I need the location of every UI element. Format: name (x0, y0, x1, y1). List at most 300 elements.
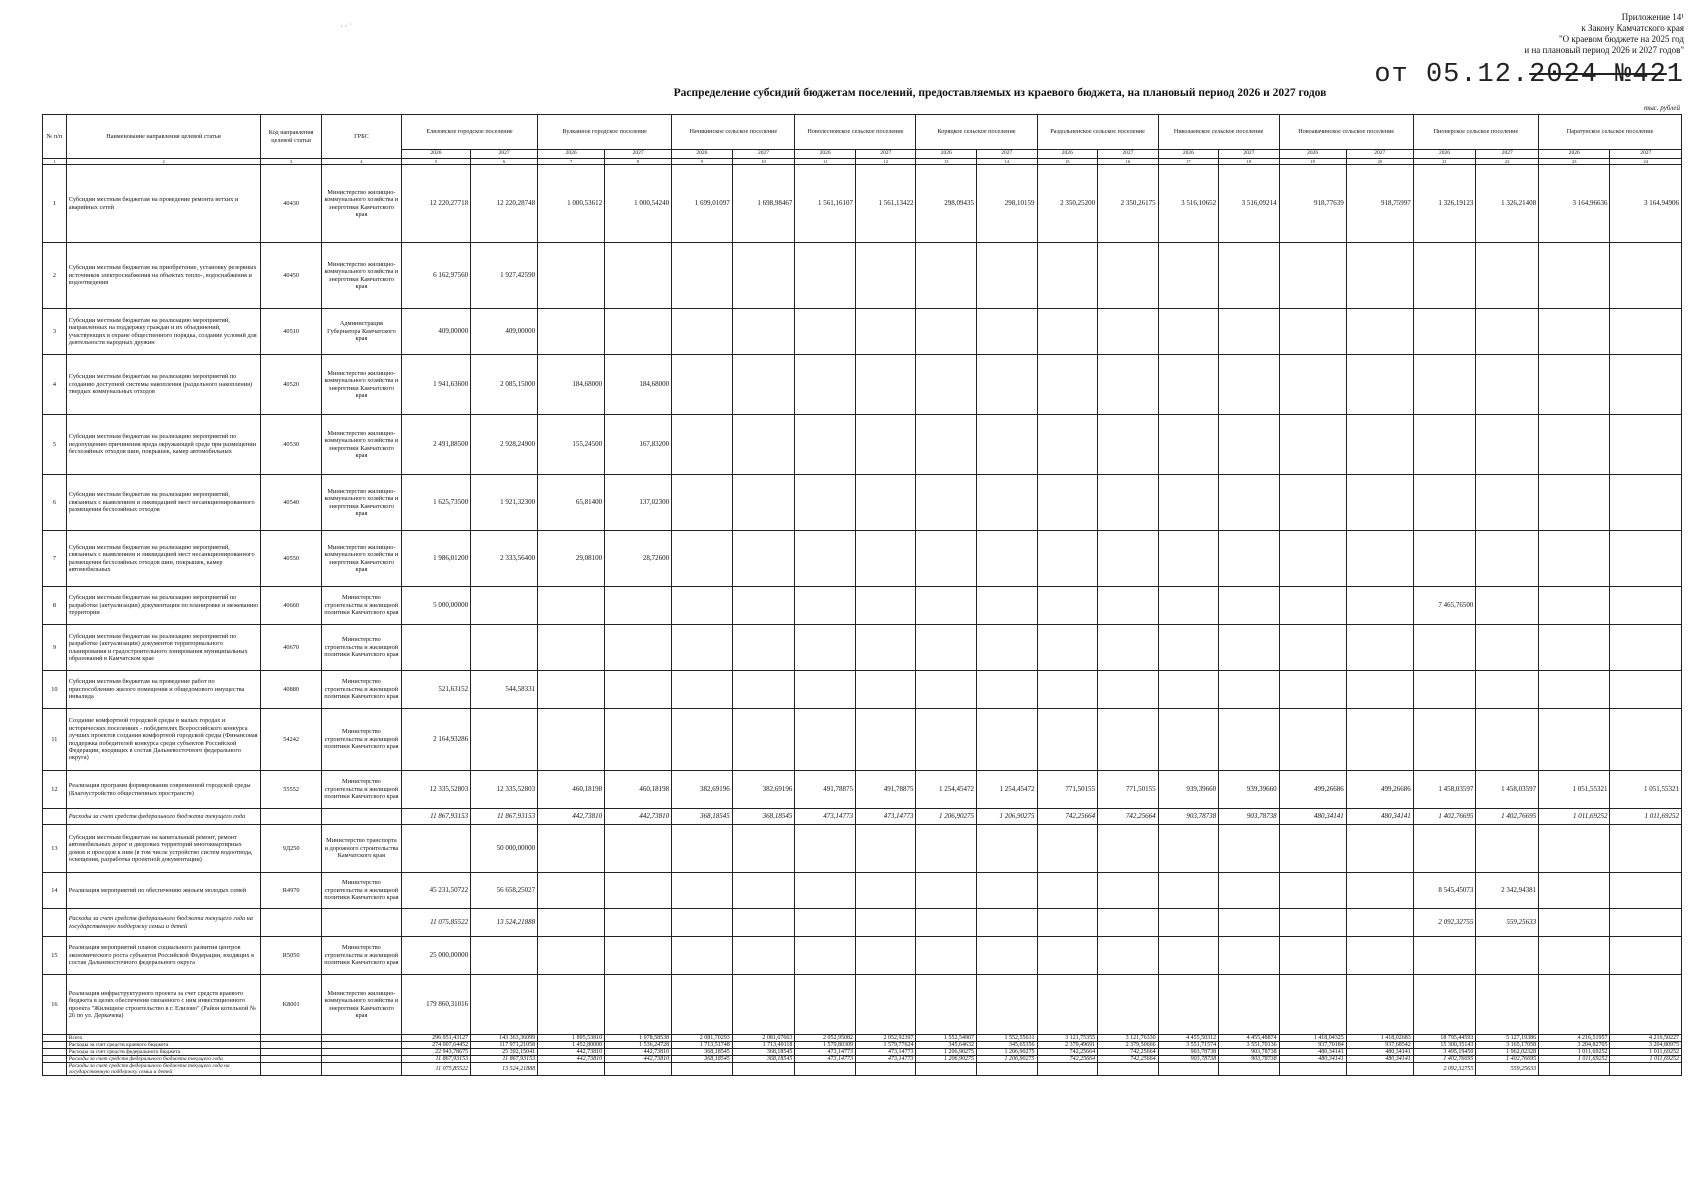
value-cell (916, 625, 977, 671)
value-cell: 1 000,54240 (605, 165, 672, 243)
row-code: 40880 (261, 671, 322, 709)
value-cell (1037, 309, 1098, 355)
value-cell (1346, 415, 1413, 475)
value-cell: 12 220,27718 (401, 165, 470, 243)
row-name: Реализация мероприятий по обеспечению жильем молодых семей (66, 873, 261, 909)
value-cell: 1 011,69252 (1610, 809, 1682, 825)
column-header-settlement: Паратунское сельское поселение (1539, 115, 1682, 150)
value-cell (1610, 587, 1682, 625)
total-value: 1 011,69252 (1539, 1056, 1610, 1063)
row-number: 6 (43, 475, 67, 531)
total-label: Расходы за счет средств федерального бюджета текущего года (66, 1056, 261, 1063)
value-cell (1037, 873, 1098, 909)
value-cell (605, 709, 672, 771)
column-header-year: 2027 (1476, 150, 1539, 159)
row-number: 16 (43, 975, 67, 1035)
value-cell (471, 587, 538, 625)
value-cell (1098, 355, 1159, 415)
total-value (916, 1063, 977, 1076)
column-header-settlement: Новолесновское сельское поселение (795, 115, 916, 150)
value-cell (1158, 475, 1219, 531)
value-cell (1279, 243, 1346, 309)
value-cell (1610, 709, 1682, 771)
appendix-line: к Закону Камчатского края (1581, 23, 1684, 33)
value-cell (1037, 671, 1098, 709)
value-cell (538, 873, 605, 909)
value-cell (672, 475, 733, 531)
row-code: R5050 (261, 937, 322, 975)
appendix-line: Приложение 14¹ (1621, 12, 1684, 22)
total-value (538, 1063, 605, 1076)
total-value: 3 121,76330 (1098, 1035, 1159, 1042)
value-cell (855, 309, 916, 355)
value-cell: 1 458,03597 (1413, 771, 1476, 809)
value-cell (1158, 937, 1219, 975)
value-cell (795, 415, 856, 475)
value-cell: 1 986,01200 (401, 531, 470, 587)
value-cell (855, 909, 916, 937)
value-cell (1219, 909, 1280, 937)
value-cell: 298,10159 (977, 165, 1038, 243)
total-value: 4 455,48874 (1219, 1035, 1280, 1042)
row-number: 14 (43, 873, 67, 909)
row-grbs: Министерство строительства и жилищной политики Камчатского края (321, 937, 401, 975)
value-cell (1413, 531, 1476, 587)
value-cell (795, 825, 856, 873)
value-cell (916, 873, 977, 909)
value-cell (605, 825, 672, 873)
value-cell: 1 051,55321 (1610, 771, 1682, 809)
row-name: Субсидии местным бюджетам на проведение работ по приспособлению жилого помещения и общедомового имущества инвалида (66, 671, 261, 709)
value-cell: 771,50155 (1037, 771, 1098, 809)
value-cell (795, 531, 856, 587)
value-cell (1610, 475, 1682, 531)
value-cell (1539, 355, 1610, 415)
value-cell (1219, 309, 1280, 355)
value-cell: 499,26686 (1346, 771, 1413, 809)
value-cell (916, 937, 977, 975)
row-grbs: Министерство строительства и жилищной политики Камчатского края (321, 587, 401, 625)
column-header-year: 2026 (401, 150, 470, 159)
row-number: 9 (43, 625, 67, 671)
row-code: 40530 (261, 415, 322, 475)
value-cell: 179 860,31016 (401, 975, 470, 1035)
value-cell: 50 000,00000 (471, 825, 538, 873)
value-cell (1037, 909, 1098, 937)
value-cell (1610, 975, 1682, 1035)
total-value: 3 551,70136 (1219, 1042, 1280, 1049)
value-cell (1279, 709, 1346, 771)
value-cell: 1 561,16107 (795, 165, 856, 243)
value-cell: 8 545,45073 (1413, 873, 1476, 909)
total-label: Расходы за счет средств федерального бюджета (66, 1049, 261, 1056)
value-cell (795, 709, 856, 771)
table-row (43, 825, 1682, 873)
column-header-name: Наименование направления целевой статьи (66, 115, 261, 159)
total-row (43, 1035, 1682, 1042)
value-cell (1158, 243, 1219, 309)
column-header-settlement: Вулканное городское поселение (538, 115, 672, 150)
value-cell (1219, 415, 1280, 475)
units-label: тыс. рублей (1643, 104, 1680, 112)
total-value: 368,18545 (732, 1049, 795, 1056)
value-cell: 2 092,32755 (1413, 909, 1476, 937)
column-header-year: 2027 (732, 150, 795, 159)
value-cell: 742,25664 (1098, 809, 1159, 825)
total-value: 480,34141 (1346, 1049, 1413, 1056)
table-row (43, 243, 1682, 309)
value-cell (1279, 625, 1346, 671)
total-value (855, 1063, 916, 1076)
value-cell: 2 350,25200 (1037, 165, 1098, 243)
value-cell: 2 350,26175 (1098, 165, 1159, 243)
column-number: 15 (1037, 159, 1098, 165)
value-cell (1413, 309, 1476, 355)
value-cell (855, 625, 916, 671)
value-cell: 298,09435 (916, 165, 977, 243)
value-cell (1279, 975, 1346, 1035)
row-grbs: Министерство жилищно-коммунального хозяйства и энергетики Камчатского края (321, 415, 401, 475)
value-cell (732, 909, 795, 937)
value-cell: 442,73810 (605, 809, 672, 825)
row-code: 40510 (261, 309, 322, 355)
value-cell (1219, 587, 1280, 625)
row-name: Субсидии местным бюджетам на реализацию мероприятий по недопущению причинения вреда окружающей среде при размещении бесхозяйных отходов шин, покрышек, камер автомобильных (66, 415, 261, 475)
row-name: Субсидии местным бюджетам на приобретение, установку резервных источников электроснабжения на объектах тепло-, водоснабжения и водоотведения (66, 243, 261, 309)
value-cell (1098, 587, 1159, 625)
value-cell (1476, 671, 1539, 709)
value-cell (1476, 531, 1539, 587)
value-cell (916, 909, 977, 937)
value-cell (1279, 873, 1346, 909)
value-cell (605, 587, 672, 625)
value-cell (1279, 937, 1346, 975)
value-cell (1476, 975, 1539, 1035)
column-number: 6 (471, 159, 538, 165)
column-number: 19 (1279, 159, 1346, 165)
value-cell (732, 625, 795, 671)
value-cell: 559,25633 (1476, 909, 1539, 937)
value-cell (916, 825, 977, 873)
value-cell (916, 355, 977, 415)
value-cell: 12 335,52803 (471, 771, 538, 809)
row-code: 55552 (261, 771, 322, 809)
value-cell (732, 243, 795, 309)
value-cell: 918,77639 (1279, 165, 1346, 243)
value-cell (672, 937, 733, 975)
value-cell (855, 475, 916, 531)
value-cell (1158, 825, 1219, 873)
total-value (1279, 1063, 1346, 1076)
total-value: 1 402,76695 (1413, 1056, 1476, 1063)
value-cell (795, 355, 856, 415)
column-header-year: 2027 (855, 150, 916, 159)
value-cell (732, 825, 795, 873)
value-cell (916, 415, 977, 475)
value-cell (1610, 243, 1682, 309)
value-cell (855, 937, 916, 975)
value-cell: 5 000,00000 (401, 587, 470, 625)
value-cell: 1 927,42590 (471, 243, 538, 309)
value-cell (1219, 531, 1280, 587)
value-cell (1476, 937, 1539, 975)
value-cell (855, 531, 916, 587)
value-cell (855, 243, 916, 309)
value-cell (1476, 709, 1539, 771)
value-cell (1158, 873, 1219, 909)
total-value: 11 075,85522 (401, 1063, 470, 1076)
column-number: 16 (1098, 159, 1159, 165)
value-cell: 491,78875 (855, 771, 916, 809)
value-cell (1279, 825, 1346, 873)
total-value: 1 206,90275 (916, 1056, 977, 1063)
total-value: 473,14773 (795, 1049, 856, 1056)
value-cell (1158, 309, 1219, 355)
total-value (1158, 1063, 1219, 1076)
total-value: 442,73810 (605, 1049, 672, 1056)
value-cell: 2 928,24900 (471, 415, 538, 475)
total-row (43, 1063, 1682, 1076)
value-cell (1346, 709, 1413, 771)
column-number: 24 (1610, 159, 1682, 165)
column-number: 23 (1539, 159, 1610, 165)
column-number: 11 (795, 159, 856, 165)
total-value: 1 713,49118 (732, 1042, 795, 1049)
value-cell (538, 909, 605, 937)
total-value: 903,78738 (1219, 1049, 1280, 1056)
total-label: Всего (66, 1035, 261, 1042)
column-header-no: № п/п (43, 115, 67, 159)
column-header-settlement: Новоавачинское сельское поселение (1279, 115, 1413, 150)
table-row (43, 873, 1682, 909)
value-cell (732, 937, 795, 975)
value-cell (1279, 671, 1346, 709)
value-cell (795, 937, 856, 975)
stamp-prefix: от 05.12. (1374, 60, 1530, 90)
value-cell (1539, 671, 1610, 709)
value-cell (916, 309, 977, 355)
column-header-year: 2026 (1539, 150, 1610, 159)
value-cell: 1 561,13422 (855, 165, 916, 243)
value-cell (977, 587, 1038, 625)
total-number (43, 1049, 67, 1056)
scan-speck: · · ˙ (340, 22, 352, 31)
row-name: Реализация инфраструктурного проекта за счет средств краевого бюджета в целях обеспечения связанного с ним инвестиционного проекта "Жилищное строительство в г. Елизово" (Район котельной № 26 по ул. Деркачева) (66, 975, 261, 1035)
value-cell: 368,18545 (672, 809, 733, 825)
value-cell (1158, 531, 1219, 587)
value-cell (1037, 355, 1098, 415)
value-cell (1413, 975, 1476, 1035)
value-cell (732, 587, 795, 625)
value-cell (1098, 873, 1159, 909)
value-cell (1413, 355, 1476, 415)
value-cell: 1 326,21408 (1476, 165, 1539, 243)
value-cell (795, 873, 856, 909)
value-cell: 499,26686 (1279, 771, 1346, 809)
row-number: 15 (43, 937, 67, 975)
value-cell: 2 342,94381 (1476, 873, 1539, 909)
row-grbs (321, 809, 401, 825)
value-cell: 3 164,96636 (1539, 165, 1610, 243)
row-grbs: Министерство транспорта и дорожного строительства Камчатского края (321, 825, 401, 873)
table-row (43, 587, 1682, 625)
column-header-settlement: Николаевское сельское поселение (1158, 115, 1279, 150)
value-cell (1037, 587, 1098, 625)
value-cell (1279, 355, 1346, 415)
value-cell (1037, 625, 1098, 671)
value-cell: 11 867,93153 (471, 809, 538, 825)
value-cell (1610, 937, 1682, 975)
table-row (43, 937, 1682, 975)
row-name: Расходы за счет средств федерального бюджета текущего года на государственную поддержку семьи и детей (66, 909, 261, 937)
value-cell (1413, 243, 1476, 309)
total-value: 296 951,43127 (401, 1035, 470, 1042)
value-cell (732, 475, 795, 531)
row-name: Субсидии местным бюджетам на проведение ремонта ветхих и аварийных сетей (66, 165, 261, 243)
value-cell (1610, 671, 1682, 709)
total-value: 742,25664 (1037, 1049, 1098, 1056)
value-cell (916, 587, 977, 625)
value-cell (916, 975, 977, 1035)
value-cell (1539, 873, 1610, 909)
value-cell (977, 709, 1038, 771)
table-row (43, 415, 1682, 475)
value-cell: 1 625,73500 (401, 475, 470, 531)
value-cell (605, 909, 672, 937)
value-cell (1219, 625, 1280, 671)
total-value: 742,25664 (1098, 1056, 1159, 1063)
total-value: 1 206,90275 (916, 1049, 977, 1056)
total-value: 2 379,50666 (1098, 1042, 1159, 1049)
value-cell (538, 625, 605, 671)
value-cell: 491,78875 (795, 771, 856, 809)
value-cell (1476, 825, 1539, 873)
value-cell: 1 051,55321 (1539, 771, 1610, 809)
column-number: 2 (66, 159, 261, 165)
value-cell: 12 220,28748 (471, 165, 538, 243)
total-value: 1 895,53810 (538, 1035, 605, 1042)
value-cell (1413, 625, 1476, 671)
total-value: 368,18545 (672, 1049, 733, 1056)
column-header-year: 2027 (471, 150, 538, 159)
value-cell (1539, 475, 1610, 531)
value-cell: 56 658,25027 (471, 873, 538, 909)
column-header-settlement: Елизовское городское поселение (401, 115, 537, 150)
value-cell: 2 491,88500 (401, 415, 470, 475)
total-label: Расходы за счет средств краевого бюджета (66, 1042, 261, 1049)
column-header-grbs: ГРБС (321, 115, 401, 159)
value-cell (1539, 243, 1610, 309)
total-code (261, 1056, 322, 1063)
value-cell (1346, 355, 1413, 415)
row-number: 4 (43, 355, 67, 415)
value-cell (1476, 587, 1539, 625)
value-cell (1476, 625, 1539, 671)
value-cell (672, 671, 733, 709)
value-cell: 155,24500 (538, 415, 605, 475)
value-cell: 137,02300 (605, 475, 672, 531)
value-cell (795, 475, 856, 531)
total-value: 1 713,51748 (672, 1042, 733, 1049)
value-cell (1219, 709, 1280, 771)
value-cell (732, 309, 795, 355)
value-cell (1346, 587, 1413, 625)
value-cell (977, 475, 1038, 531)
value-cell (1610, 309, 1682, 355)
table-row (43, 531, 1682, 587)
total-value: 442,73810 (605, 1056, 672, 1063)
value-cell: 480,34141 (1346, 809, 1413, 825)
total-value: 368,18545 (732, 1056, 795, 1063)
row-grbs: Министерство строительства и жилищной политики Камчатского края (321, 671, 401, 709)
column-header-year: 2026 (1413, 150, 1476, 159)
total-value (1098, 1063, 1159, 1076)
value-cell (855, 587, 916, 625)
value-cell: 1 011,69252 (1539, 809, 1610, 825)
value-cell (605, 937, 672, 975)
value-cell: 1 402,76695 (1413, 809, 1476, 825)
value-cell: 1 326,19123 (1413, 165, 1476, 243)
value-cell: 29,08100 (538, 531, 605, 587)
value-cell (977, 531, 1038, 587)
value-cell (977, 975, 1038, 1035)
total-value: 937,70184 (1279, 1042, 1346, 1049)
value-cell (1037, 415, 1098, 475)
total-value: 2 052,95082 (795, 1035, 856, 1042)
column-header-year: 2026 (1158, 150, 1219, 159)
column-number: 7 (538, 159, 605, 165)
total-value: 1 206,90275 (977, 1049, 1038, 1056)
value-cell (1098, 909, 1159, 937)
row-number: 12 (43, 771, 67, 809)
row-grbs: Министерство жилищно-коммунального хозяйства и энергетики Камчатского края (321, 475, 401, 531)
total-value: 117 971,21058 (471, 1042, 538, 1049)
value-cell (471, 975, 538, 1035)
total-value (1346, 1063, 1413, 1076)
value-cell: 6 162,97560 (401, 243, 470, 309)
column-header-year: 2027 (1610, 150, 1682, 159)
row-grbs: Администрация Губернатора Камчатского края (321, 309, 401, 355)
total-grbs (321, 1063, 401, 1076)
value-cell: 2 085,15000 (471, 355, 538, 415)
column-number: 20 (1346, 159, 1413, 165)
total-value: 345,64632 (916, 1042, 977, 1049)
value-cell (1610, 531, 1682, 587)
stamp-suffix: 1 (1666, 60, 1684, 90)
column-header-year: 2026 (1037, 150, 1098, 159)
value-cell (977, 415, 1038, 475)
value-cell: 742,25664 (1037, 809, 1098, 825)
header-row (43, 115, 1682, 150)
column-number: 14 (977, 159, 1038, 165)
total-value: 3 165,17058 (1476, 1042, 1539, 1049)
value-cell: 409,00000 (401, 309, 470, 355)
total-value: 1 452,80000 (538, 1042, 605, 1049)
value-cell: 1 000,53612 (538, 165, 605, 243)
column-number: 12 (855, 159, 916, 165)
total-value: 903,78738 (1158, 1056, 1219, 1063)
value-cell (1279, 475, 1346, 531)
table-row (43, 975, 1682, 1035)
value-cell (538, 671, 605, 709)
total-value (732, 1063, 795, 1076)
value-cell: 3 164,94906 (1610, 165, 1682, 243)
total-value: 4 455,50312 (1158, 1035, 1219, 1042)
subsidy-table (42, 114, 1682, 1076)
value-cell (1610, 415, 1682, 475)
total-value: 473,14773 (855, 1056, 916, 1063)
total-value: 442,73810 (538, 1056, 605, 1063)
